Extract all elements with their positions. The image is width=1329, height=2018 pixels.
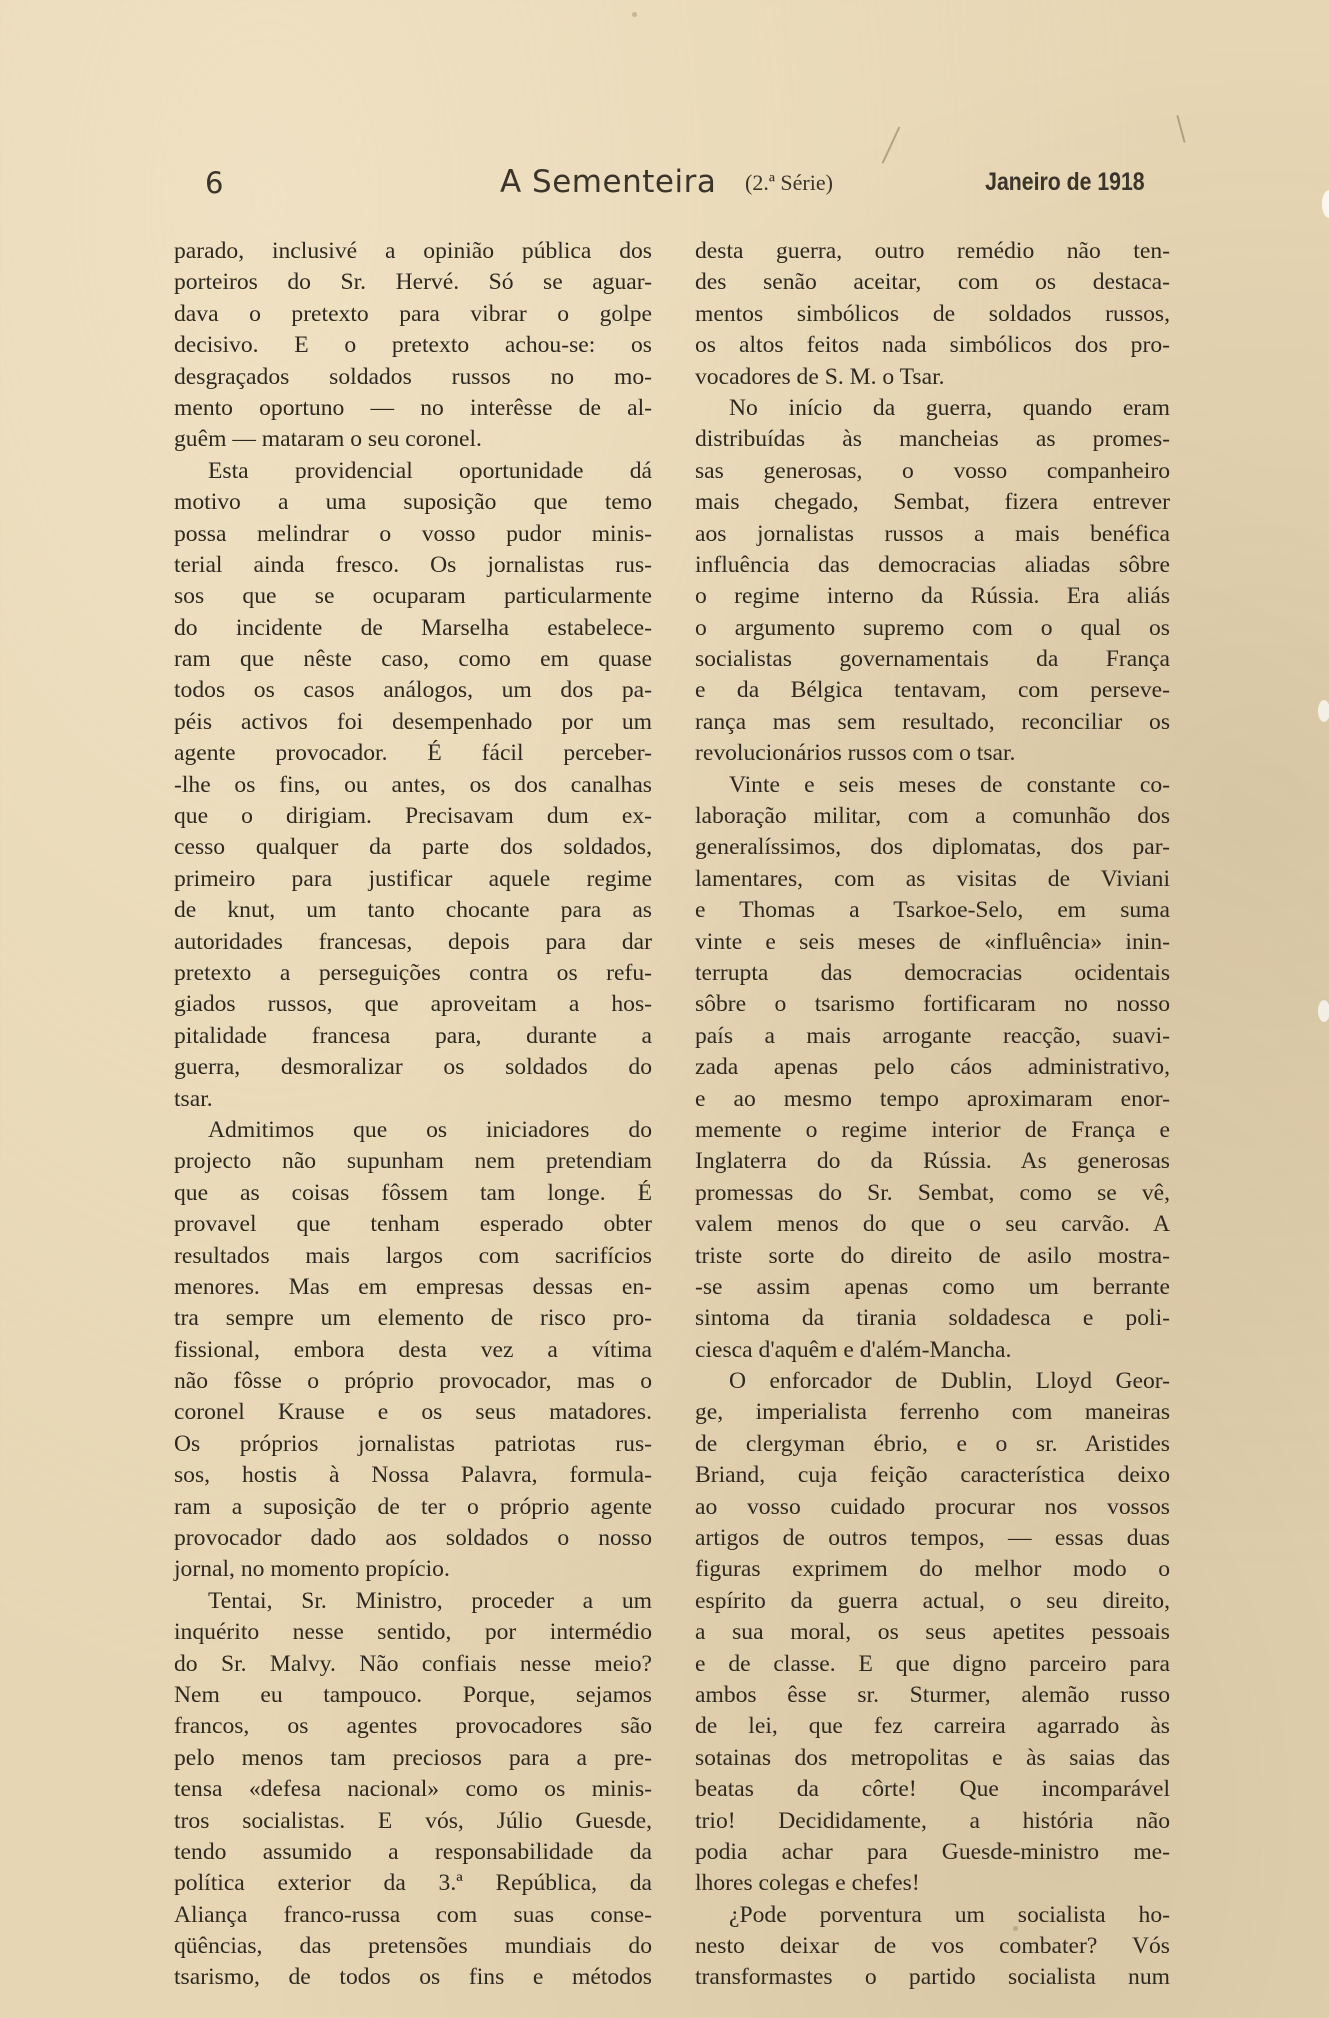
right-column-text-line: a sua moral, os seus apetites pessoais <box>695 1619 1170 1646</box>
left-column-text-line: mento oportuno — no interêsse de al- <box>174 394 652 421</box>
left-column-text-line: francos, os agentes provocadores são <box>174 1713 652 1740</box>
right-column-text-line: figuras exprimem do melhor modo o <box>695 1556 1170 1583</box>
left-column-text-line: tensa «defesa nacional» como os minis- <box>174 1776 652 1803</box>
right-column-text-line: ¿Pode porventura um socialista ho- <box>729 1901 1170 1928</box>
left-column-text-line: Nem eu tampouco. Porque, sejamos <box>174 1681 652 1708</box>
right-column-text-line: ciesca d'aquêm e d'além-Mancha. <box>695 1336 1012 1363</box>
left-column-text-line: de knut, um tanto chocante para as <box>174 897 652 924</box>
right-column-text-line: ambos êsse sr. Sturmer, alemão russo <box>695 1681 1170 1708</box>
right-column-text-line: mentos simbólicos de soldados russos, <box>695 300 1170 327</box>
issue-date: Janeiro de 1918 <box>985 168 1145 196</box>
left-column-text-line: sos que se ocuparam particularmente <box>174 583 652 610</box>
left-column-text-line: que o dirigiam. Precisavam dum ex- <box>174 803 652 830</box>
right-column-text-line: mais chegado, Sembat, fizera entrever <box>695 489 1170 516</box>
right-column-text-line: transformastes o partido socialista num <box>695 1964 1170 1991</box>
paper-spot <box>632 12 637 17</box>
right-column-text-line: lamentares, com as visitas de Viviani <box>695 865 1170 892</box>
left-column-text-line: ram a suposição de ter o próprio agente <box>174 1493 652 1520</box>
left-column-text-line: que as coisas fôssem tam longe. É <box>174 1179 652 1206</box>
right-column-text-line: socialistas governamentais da França <box>695 646 1170 673</box>
right-column-text-line: No início da guerra, quando eram <box>729 394 1170 421</box>
right-column-text-line: revolucionários russos com o tsar. <box>695 740 1016 767</box>
right-column-text-line: laboração militar, com a comunhão dos <box>695 803 1170 830</box>
right-column-text-line: espírito da guerra actual, o seu direito, <box>695 1587 1170 1614</box>
right-column-text-line: vinte e seis meses de «influência» inin- <box>695 928 1170 955</box>
left-column-text-line: terial ainda fresco. Os jornalistas rus- <box>174 551 652 578</box>
right-column-text-line: vocadores de S. M. o Tsar. <box>695 363 945 390</box>
left-text-column <box>174 236 652 1994</box>
right-column-text-line: sas generosas, o vosso companheiro <box>695 457 1170 484</box>
left-column-text-line: jornal, no momento propício. <box>174 1556 450 1583</box>
right-column-text-line: sotainas dos metropolitas e às saias das <box>695 1744 1170 1771</box>
right-column-text-line: promessas do Sr. Sembat, como se vê, <box>695 1179 1170 1206</box>
right-column-text-line: e Thomas a Tsarkoe-Selo, em suma <box>695 897 1170 924</box>
left-column-text-line: possa melindrar o vosso pudor minis- <box>174 520 652 547</box>
left-column-text-line: projecto não supunham nem pretendiam <box>174 1148 652 1175</box>
right-column-text-line: de lei, que fez carreira agarrado às <box>695 1713 1170 1740</box>
right-column-text-line: de clergyman ébrio, e o sr. Aristides <box>695 1430 1170 1457</box>
left-column-text-line: sos, hostis à Nossa Palavra, formula- <box>174 1462 652 1489</box>
right-column-text-line: influência das democracias aliadas sôbre <box>695 551 1170 578</box>
left-column-text-line: tros socialistas. E vós, Júlio Guesde, <box>174 1807 652 1834</box>
right-column-text-line: des senão aceitar, com os destaca- <box>695 269 1170 296</box>
journal-title: A Sementeira <box>500 164 717 200</box>
left-column-text-line: cesso qualquer da parte dos soldados, <box>174 834 652 861</box>
left-column-text-line: dava o pretexto para vibrar o golpe <box>174 300 652 327</box>
paper-scratch <box>882 127 900 164</box>
left-column-text-line: Admitimos que os iniciadores do <box>208 1116 652 1143</box>
left-column-text-line: -lhe os fins, ou antes, os dos canalhas <box>174 771 652 798</box>
left-column-text-line: provavel que tenham esperado obter <box>174 1211 652 1238</box>
left-column-text-line: pitalidade francesa para, durante a <box>174 1022 652 1049</box>
right-column-text-line: o argumento supremo com o qual os <box>695 614 1170 641</box>
paper-spot <box>1318 1000 1329 1022</box>
left-column-text-line: todos os casos análogos, um dos pa- <box>174 677 652 704</box>
left-column-text-line: resultados mais largos com sacrifícios <box>174 1242 652 1269</box>
right-column-text-line: Vinte e seis meses de constante co- <box>729 771 1170 798</box>
left-column-text-line: tra sempre um elemento de risco pro- <box>174 1305 652 1332</box>
left-column-text-line: tendo assumido a responsabilidade da <box>174 1838 652 1865</box>
left-column-text-line: tsar. <box>174 1085 213 1112</box>
left-column-text-line: primeiro para justificar aquele regime <box>174 865 652 892</box>
right-column-text-line: trio! Decididamente, a história não <box>695 1807 1170 1834</box>
left-column-text-line: autoridades francesas, depois para dar <box>174 928 652 955</box>
right-column-text-line: Briand, cuja feição característica deixo <box>695 1462 1170 1489</box>
left-column-text-line: parado, inclusivé a opinião pública dos <box>174 238 652 264</box>
left-column-text-line: desgraçados soldados russos no mo- <box>174 363 652 390</box>
right-column-text-line: rança mas sem resultado, reconciliar os <box>695 708 1170 735</box>
right-column-text-line: desta guerra, outro remédio não ten- <box>695 238 1170 264</box>
left-column-text-line: tsarismo, de todos os fins e métodos <box>174 1964 652 1991</box>
left-column-text-line: Esta providencial oportunidade dá <box>208 457 652 484</box>
right-column-text-line: generalíssimos, dos diplomatas, dos par- <box>695 834 1170 861</box>
left-column-text-line: decisivo. E o pretexto achou-se: os <box>174 332 652 359</box>
page-number: 6 <box>205 166 224 200</box>
right-column-text-line: -se assim apenas como um berrante <box>695 1273 1170 1300</box>
left-column-text-line: do incidente de Marselha estabelece- <box>174 614 652 641</box>
right-column-text-line: país a mais arrogante reacção, suavi- <box>695 1022 1170 1049</box>
right-column-text-line: os altos feitos nada simbólicos dos pro- <box>695 332 1170 359</box>
right-column-text-line: nesto deixar de vos combater? Vós <box>695 1933 1170 1960</box>
right-column-text-line: e de classe. E que digno parceiro para <box>695 1650 1170 1677</box>
right-column-text-line: e da Bélgica tentavam, com perseve- <box>695 677 1170 704</box>
right-column-text-line: zada apenas pelo cáos administrativo, <box>695 1054 1170 1081</box>
left-column-text-line: não fôsse o próprio provocador, mas o <box>174 1368 652 1395</box>
right-column-text-line: terrupta das democracias ocidentais <box>695 959 1170 986</box>
right-column-text-line: O enforcador de Dublin, Lloyd Geor- <box>729 1368 1170 1395</box>
right-column-text-line: valem menos do que o seu carvão. A <box>695 1211 1170 1238</box>
right-column-text-line: e ao mesmo tempo aproximaram enor- <box>695 1085 1170 1112</box>
left-column-text-line: motivo a uma suposição que temo <box>174 489 652 516</box>
left-column-text-line: do Sr. Malvy. Não confiais nesse meio? <box>174 1650 652 1677</box>
series-label: (2.ª Série) <box>745 170 833 195</box>
left-column-text-line: inquérito nesse sentido, por intermédio <box>174 1619 652 1646</box>
left-column-text-line: Tentai, Sr. Ministro, proceder a um <box>208 1587 652 1614</box>
right-column-text-line: ge, imperialista ferrenho com maneiras <box>695 1399 1170 1426</box>
left-column-text-line: qüências, das pretensões mundiais do <box>174 1933 652 1960</box>
left-column-text-line: ram que nêste caso, como em quase <box>174 646 652 673</box>
right-column-text-line: aos jornalistas russos a mais benéfica <box>695 520 1170 547</box>
right-column-text-line: sintoma da tirania soldadesca e poli- <box>695 1305 1170 1332</box>
right-text-column <box>695 236 1170 1994</box>
left-column-text-line: coronel Krause e os seus matadores. <box>174 1399 652 1426</box>
left-column-text-line: péis activos foi desempenhado por um <box>174 708 652 735</box>
right-column-text-line: Inglaterra do da Rússia. As generosas <box>695 1148 1170 1175</box>
left-column-text-line: fissional, embora desta vez a vítima <box>174 1336 652 1363</box>
right-column-text-line: beatas da côrte! Que incomparável <box>695 1776 1170 1803</box>
left-column-text-line: pelo menos tam preciosos para a pre- <box>174 1744 652 1771</box>
left-column-text-line: provocador dado aos soldados o nosso <box>174 1525 652 1552</box>
left-column-text-line: guêm — mataram o seu coronel. <box>174 426 482 453</box>
right-column-text-line: o regime interno da Rússia. Era aliás <box>695 583 1170 610</box>
right-column-text-line: sôbre o tsarismo fortificaram no nosso <box>695 991 1170 1018</box>
page-header <box>205 160 1145 210</box>
left-column-text-line: política exterior da 3.ª República, da <box>174 1870 652 1897</box>
paper-scratch <box>1176 115 1185 142</box>
paper-spot <box>1318 700 1329 722</box>
right-column-text-line: podia achar para Guesde-ministro me- <box>695 1838 1170 1865</box>
right-column-text-line: lhores colegas e chefes! <box>695 1870 920 1897</box>
paper-spot <box>1322 190 1329 218</box>
left-column-text-line: guerra, desmoralizar os soldados do <box>174 1054 652 1081</box>
left-column-text-line: agente provocador. É fácil perceber- <box>174 740 652 767</box>
right-column-text-line: memente o regime interior de França e <box>695 1116 1170 1143</box>
left-column-text-line: menores. Mas em empresas dessas en- <box>174 1273 652 1300</box>
left-column-text-line: Os próprios jornalistas patriotas rus- <box>174 1430 652 1457</box>
left-column-text-line: pretexto a perseguições contra os refu- <box>174 959 652 986</box>
left-column-text-line: Aliança franco-russa com suas conse- <box>174 1901 652 1928</box>
left-column-text-line: giados russos, que aproveitam a hos- <box>174 991 652 1018</box>
right-column-text-line: ao vosso cuidado procurar nos vossos <box>695 1493 1170 1520</box>
left-column-text-line: porteiros do Sr. Hervé. Só se aguar- <box>174 269 652 296</box>
right-column-text-line: distribuídas às mancheias as promes- <box>695 426 1170 453</box>
right-column-text-line: triste sorte do direito de asilo mostra- <box>695 1242 1170 1269</box>
right-column-text-line: artigos de outros tempos, — essas duas <box>695 1525 1170 1552</box>
paper-spot <box>1013 1926 1018 1931</box>
